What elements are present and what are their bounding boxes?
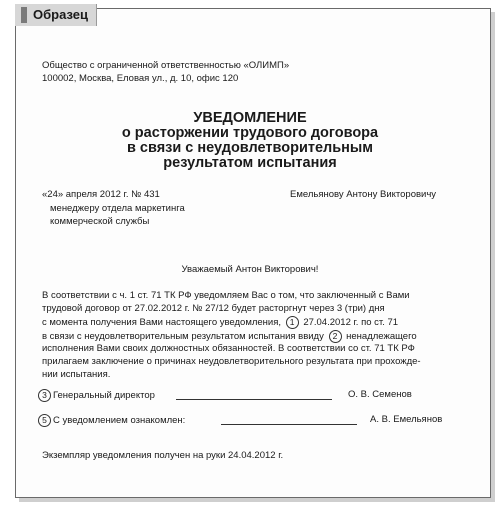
body-line-4-text: в связи с неудовлетворительным результатом испытания ввиду	[42, 331, 324, 343]
callout-marker-3: 3	[38, 389, 51, 402]
body-line-2: трудовой договор от 27.02.2012 г. № 27/12 будет расторгнут через 3 (три) дня	[42, 303, 385, 314]
body-line-3-text: с момента получения Вами настоящего уведомления,	[42, 317, 282, 329]
recipient-name: Емельянову Антону Викторовичу	[290, 189, 437, 200]
organization-name: Общество с ограниченной ответственностью «ОЛИМП»	[42, 60, 290, 71]
organization-address: 100002, Москва, Еловая ул., д. 10, офис 120	[42, 73, 239, 84]
tab-bar-icon	[21, 7, 27, 23]
callout-marker-1: 1	[286, 316, 299, 329]
callout-marker-5: 5	[38, 414, 51, 427]
acknowledgement-label: С уведомлением ознакомлен:	[53, 415, 186, 427]
callout-marker-2: 2	[329, 330, 342, 343]
body-line-3-date: 27.04.2012 г. по ст. 71	[303, 317, 399, 329]
document-title: УВЕДОМЛЕНИЕ	[193, 110, 307, 126]
acknowledgement-name: А. В. Емельянов	[370, 414, 443, 425]
document-title-line2: о расторжении трудового договора	[121, 125, 379, 141]
recipient-department: коммерческой службы	[50, 216, 150, 227]
body-line-6: прилагаем заключение о причинах неудовлетворительного результата при прохожде-	[42, 356, 421, 367]
body-line-4	[42, 330, 417, 343]
recipient-position: менеджеру отдела маркетинга	[50, 203, 185, 214]
document-date-number: «24» апреля 2012 г. № 431	[42, 189, 160, 200]
receipt-note: Экземпляр уведомления получен на руки 24.04.2012 г.	[42, 450, 284, 461]
signature-line	[176, 399, 332, 400]
body-line-7: нии испытания.	[42, 369, 111, 380]
document-title-line4: результатом испытания	[163, 155, 337, 171]
document-title-line3: в связи с неудовлетворительным	[126, 140, 374, 156]
signature-row	[38, 389, 155, 402]
body-line-1: В соответствии с ч. 1 ст. 71 ТК РФ уведомляем Вас о том, что заключенный с Вами	[42, 290, 410, 301]
body-line-3	[42, 316, 398, 329]
body-line-5: исполнения Вами своих должностных обязанностей. В соответствии со ст. 71 ТК РФ	[42, 343, 415, 354]
signature-role: Генеральный директор	[53, 390, 155, 402]
acknowledgement-signature-line	[221, 424, 357, 425]
signature-name: О. В. Семенов	[348, 389, 412, 400]
sample-tab-label: Образец	[33, 7, 88, 22]
sample-tab	[15, 4, 97, 26]
greeting: Уважаемый Антон Викторович!	[181, 264, 319, 275]
body-line-4-reason: ненадлежащего	[346, 331, 417, 343]
acknowledgement-row	[38, 414, 185, 427]
